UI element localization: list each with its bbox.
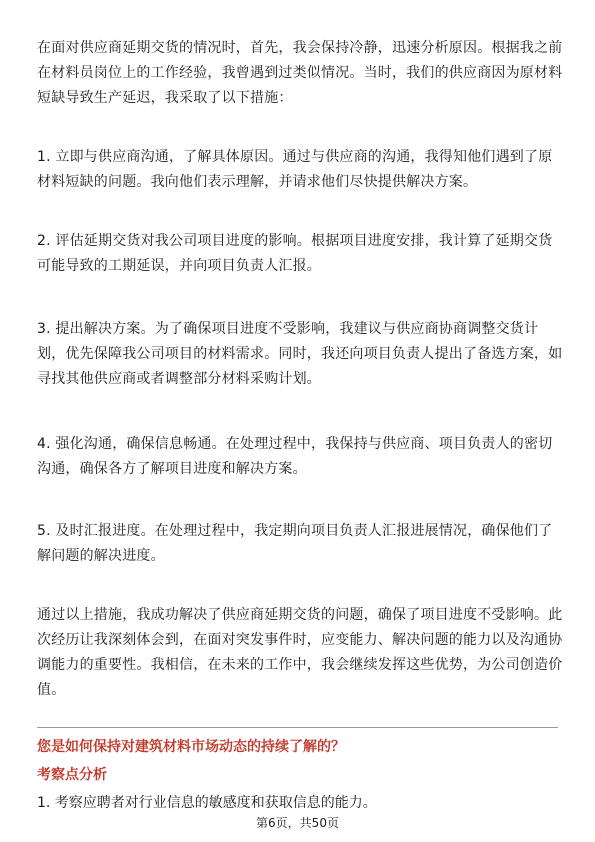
- answer-step-1-paragraph: 1. 立即与供应商沟通，了解具体原因。通过与供应商的沟通，我得知他们遇到了原材料短缺的问题。我向他们表示理解，并请求他们尽快提供解决方案。: [37, 149, 553, 190]
- section-divider: [37, 727, 558, 728]
- analysis-point: 1. 考察应聘者对行业信息的敏感度和获取信息的能力。: [37, 795, 377, 811]
- answer-conclusion-paragraph: 通过以上措施，我成功解决了供应商延期交货的问题，确保了项目进度不受影响。此次经历让我深刻体会到，在面对突发事件时，应变能力、解决问题的能力以及沟通协调能力的重要性。我相信，在未来的工作中，我会继续发挥这些优势，为公司创造价值。: [37, 607, 563, 698]
- answer-step-5-paragraph: 5. 及时汇报进度。在处理过程中，我定期向项目负责人汇报进展情况，确保他们了解问题的解决进度。: [37, 523, 553, 564]
- analysis-heading: 考察点分析: [37, 767, 107, 783]
- answer-step-2-paragraph: 2. 评估延期交货对我公司项目进度的影响。根据项目进度安排，我计算了延期交货可能导致的工期延误，并向项目负责人汇报。: [37, 233, 553, 274]
- answer-step-3-paragraph: 3. 提出解决方案。为了确保项目进度不受影响，我建议与供应商协商调整交货计划，优先保障我公司项目的材料需求。同时，我还向项目负责人提出了备选方案，如寻找其他供应商或者调整部分材料采购计划。: [37, 321, 563, 387]
- answer-step-4-paragraph: 4. 强化沟通，确保信息畅通。在处理过程中，我保持与供应商、项目负责人的密切沟通，确保各方了解项目进度和解决方案。: [37, 436, 553, 477]
- next-question-heading: 您是如何保持对建筑材料市场动态的持续了解的？: [37, 739, 345, 755]
- page-footer: 第6页，共50页: [256, 816, 339, 830]
- answer-intro-paragraph: 在面对供应商延期交货的情况时，首先，我会保持冷静，迅速分析原因。根据我之前在材料员岗位上的工作经验，我曾遇到过类似情况。当时，我们的供应商因为原材料短缺导致生产延迟，我采取了以下措施：: [37, 40, 563, 106]
